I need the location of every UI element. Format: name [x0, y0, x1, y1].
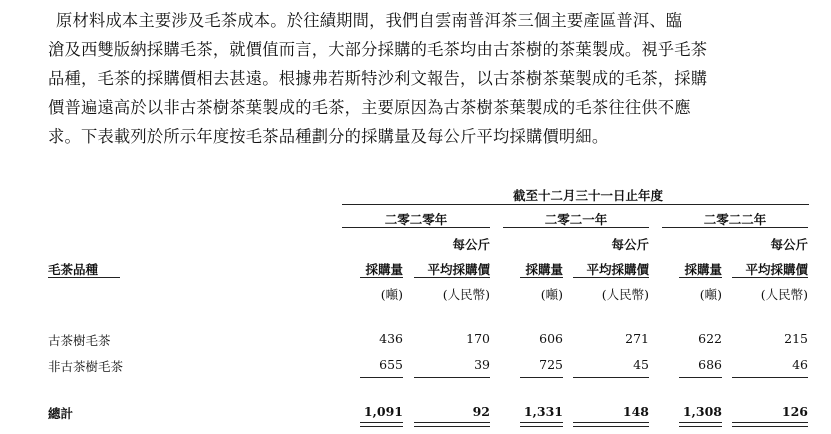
- price-label: 平均採購價: [427, 262, 490, 277]
- total-double-rule: [732, 422, 808, 427]
- total-double-rule: [679, 422, 722, 427]
- paragraph-line: 原材料成本主要涉及毛茶成本。於往績期間，我們自雲南普洱茶三個主要產區普洱、臨: [56, 11, 683, 30]
- subtotal-rule: [520, 377, 563, 378]
- paragraph-line: 價普遍遠高於以非古茶樹茶葉製成的毛茶，主要原因為古茶樹茶葉製成的毛茶往往供不應: [48, 98, 691, 117]
- year-header-2021: 二零二一年: [544, 212, 608, 227]
- table-cell: 725: [539, 357, 563, 372]
- total-double-rule: [360, 422, 403, 427]
- unit-volume: (噸): [380, 287, 403, 302]
- table-cell: 622: [698, 331, 722, 346]
- label-rule: [732, 277, 808, 278]
- label-rule: [520, 277, 563, 278]
- total-cell: 148: [622, 404, 649, 419]
- table-cell: 655: [379, 357, 403, 372]
- unit-volume: (噸): [540, 287, 563, 302]
- total-label: 總計: [48, 406, 74, 421]
- label-rule: [414, 277, 490, 278]
- table-cell: 436: [379, 331, 403, 346]
- total-cell: 1,091: [363, 404, 403, 419]
- table-cell: 271: [625, 331, 649, 346]
- table-cell: 46: [792, 357, 808, 372]
- year-header-2020: 二零二零年: [384, 212, 448, 227]
- price-label-top: 每公斤: [770, 237, 808, 252]
- paragraph-line: 滄及西雙版納採購毛茶，就價值而言，大部分採購的毛茶均由古茶樹的茶葉製成。視乎毛茶: [48, 40, 708, 59]
- price-label: 平均採購價: [745, 262, 808, 277]
- unit-volume: (噸): [699, 287, 722, 302]
- price-label: 平均採購價: [586, 262, 649, 277]
- subtotal-rule: [679, 377, 722, 378]
- table-cell: 606: [539, 331, 563, 346]
- paragraph-line: 品種，毛茶的採購價相去甚遠。根據弗若斯特沙利文報告，以古茶樹茶葉製成的毛茶，採購: [48, 69, 708, 88]
- table-cell: 39: [474, 357, 490, 372]
- label-rule: [48, 277, 120, 278]
- table-cell: 686: [698, 357, 722, 372]
- label-rule: [573, 277, 649, 278]
- total-cell: 126: [781, 404, 808, 419]
- unit-price: (人民幣): [601, 287, 649, 302]
- total-double-rule: [573, 422, 649, 427]
- table-cell: 215: [784, 331, 808, 346]
- paragraph-line: 求。下表載列於所示年度按毛茶品種劃分的採購量及每公斤平均採購價明細。: [48, 127, 609, 146]
- label-rule: [360, 277, 403, 278]
- row-header: 毛茶品種: [48, 262, 99, 277]
- unit-price: (人民幣): [760, 287, 808, 302]
- total-cell: 1,331: [523, 404, 563, 419]
- table-cell: 45: [633, 357, 649, 372]
- year-rule: [503, 227, 649, 228]
- year-header-2022: 二零二二年: [703, 212, 767, 227]
- period-header: 截至十二月三十一日止年度: [512, 188, 663, 203]
- table-row-label: 古茶樹毛茶: [48, 333, 111, 348]
- subtotal-rule: [360, 377, 403, 378]
- label-rule: [679, 277, 722, 278]
- volume-label: 採購量: [684, 262, 722, 277]
- table-cell: 170: [466, 331, 490, 346]
- total-double-rule: [414, 422, 490, 427]
- unit-price: (人民幣): [442, 287, 490, 302]
- price-label-top: 每公斤: [611, 237, 649, 252]
- total-cell: 1,308: [682, 404, 722, 419]
- volume-label: 採購量: [525, 262, 563, 277]
- header-rule: [342, 204, 809, 205]
- total-cell: 92: [472, 404, 490, 419]
- volume-label: 採購量: [365, 262, 403, 277]
- subtotal-rule: [414, 377, 490, 378]
- table-row-label: 非古茶樹毛茶: [48, 359, 124, 374]
- subtotal-rule: [573, 377, 649, 378]
- total-double-rule: [520, 422, 563, 427]
- subtotal-rule: [732, 377, 808, 378]
- year-rule: [342, 227, 490, 228]
- price-label-top: 每公斤: [452, 237, 490, 252]
- year-rule: [662, 227, 808, 228]
